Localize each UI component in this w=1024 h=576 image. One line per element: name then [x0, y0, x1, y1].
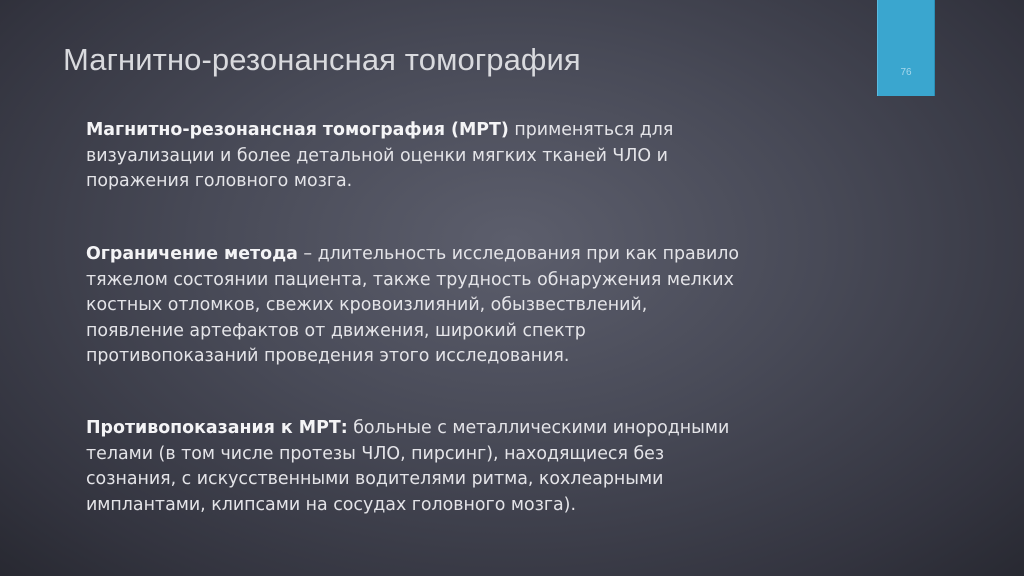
paragraph-text: – длительность исследования при как правило тяжелом состоянии пациента, также трудность обнаружения мелких костных отломков, свежих кровоизлияний, обызвествлений, появление артефактов от движения, широкий спектр противопоказаний проведения этого исследования. [86, 244, 740, 366]
paragraph-heading: Ограничение метода [86, 244, 298, 264]
slide-title: Магнитно-резонансная томография [63, 42, 581, 77]
paragraph-contraindications [86, 416, 886, 518]
slide-number: 76 [900, 67, 912, 78]
slide-number-tab [877, 0, 935, 96]
paragraph-text: применяться для визуализации и более детальной оценки мягких тканей ЧЛО и поражения головного мозга. [86, 120, 674, 191]
paragraph-heading: Противопоказания к МРТ: [86, 418, 348, 438]
paragraph-mri-usage [86, 118, 886, 195]
paragraph-heading: Магнитно-резонансная томография (МРТ) [86, 120, 509, 140]
paragraph-text: больные с металлическими инородными телами (в том числе протезы ЧЛО, пирсинг), находящиеся без сознания, с искусственными водителями ритма, кохлеарными имплантами, клипсами на сосудах головного мозга). [86, 418, 730, 515]
paragraph-method-limitations [86, 242, 886, 370]
